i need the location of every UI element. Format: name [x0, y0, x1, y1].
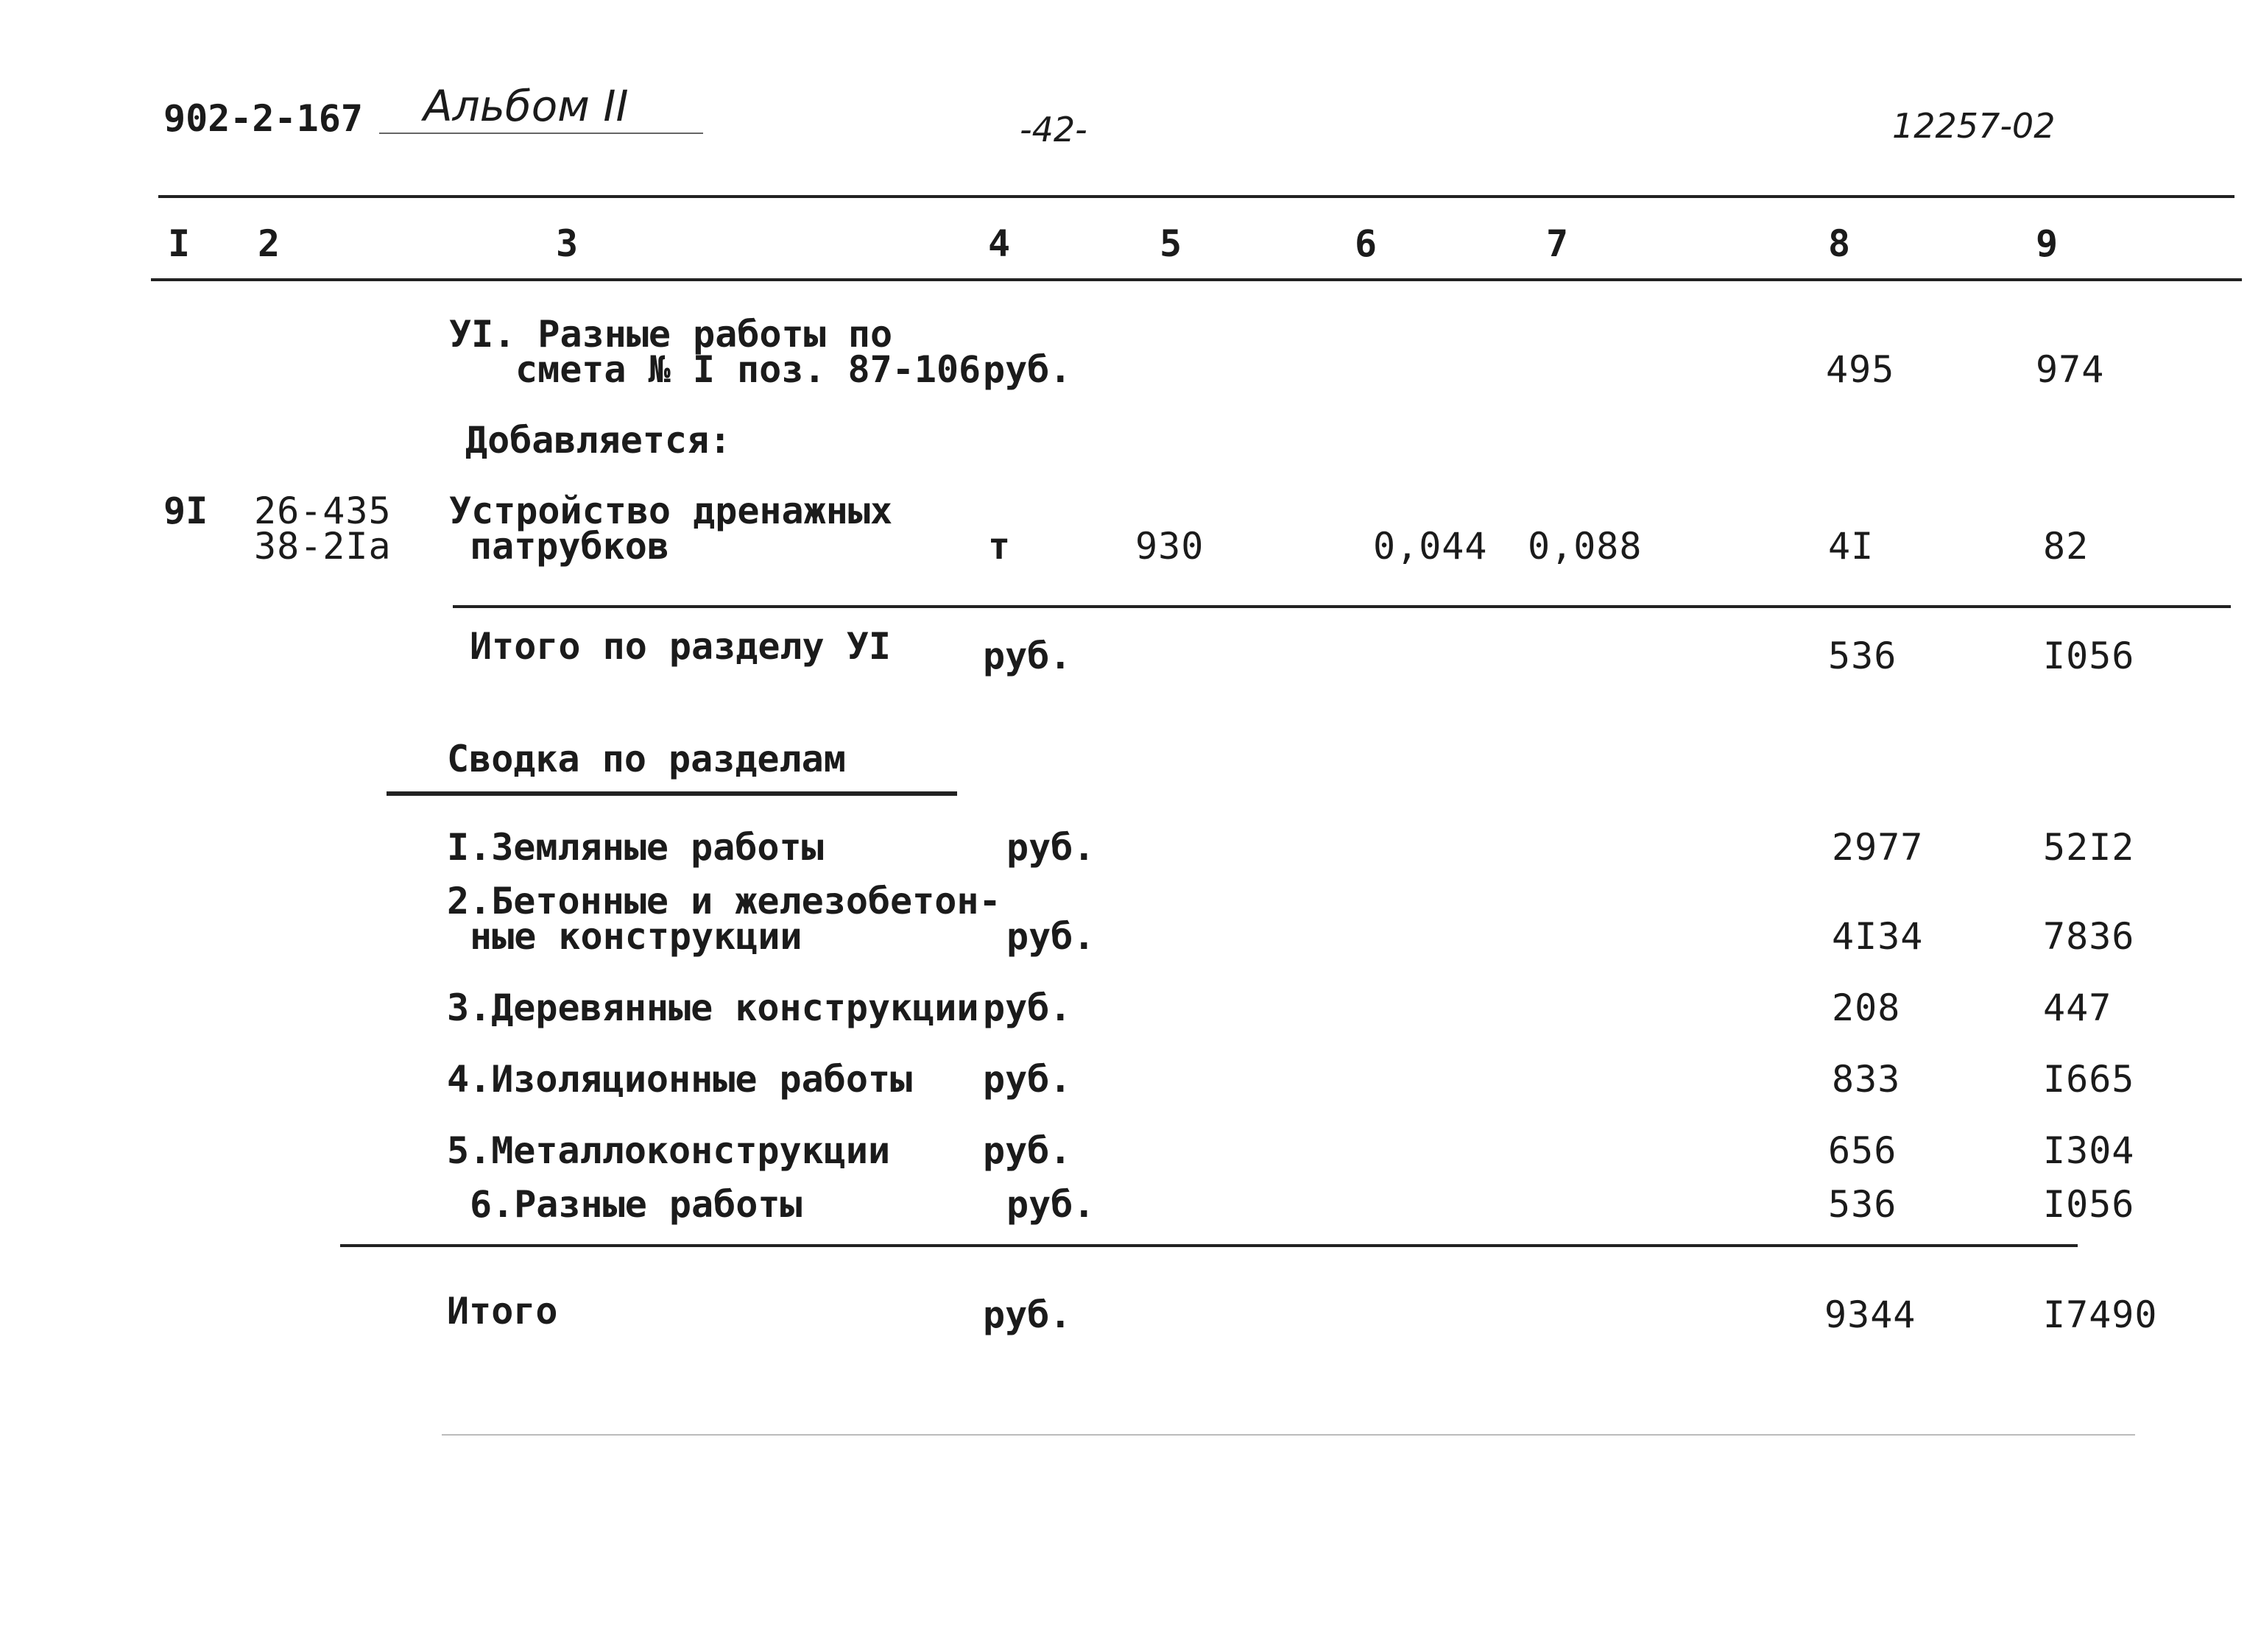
- summary-row-3-unit: руб.: [983, 986, 1072, 1029]
- total-label: Итого: [447, 1290, 558, 1332]
- item-code-2: 38-2Iа: [254, 525, 392, 568]
- item-divider: [453, 605, 2231, 608]
- summary-row-4-unit: руб.: [983, 1058, 1072, 1101]
- summary-row-2-name-line2: ные конструкции: [470, 915, 803, 958]
- section-unit: руб.: [983, 348, 1072, 391]
- project-code: 902-2-167: [163, 97, 363, 140]
- summary-title-underline: [387, 791, 957, 796]
- summary-row-1-col9: 52I2: [2043, 826, 2135, 869]
- column-header-2: 2: [258, 222, 281, 265]
- summary-row-1-name: I.Земляные работы: [447, 826, 824, 869]
- item-name-line1: Устройство дренажных: [449, 490, 893, 532]
- section-title-line1: УI. Разные работы по: [449, 313, 893, 356]
- item-name-line2: патрубков: [470, 525, 669, 568]
- item-col6: 0,044: [1373, 525, 1488, 568]
- column-header-8: 8: [1828, 222, 1851, 265]
- item-col5: 930: [1135, 525, 1204, 568]
- column-header-1: I: [168, 222, 191, 265]
- column-header-rule: [151, 278, 2242, 281]
- summary-row-6-col8: 536: [1828, 1183, 1897, 1226]
- added-label: Добавляется:: [465, 419, 732, 462]
- album-label: Альбом II: [423, 81, 629, 131]
- column-header-3: 3: [556, 222, 579, 265]
- subtotal-unit: руб.: [983, 635, 1072, 677]
- summary-divider: [340, 1244, 2078, 1247]
- item-number: 9I: [163, 490, 208, 532]
- page-number: -42-: [1020, 110, 1087, 149]
- summary-row-2-col8: 4I34: [1832, 915, 1924, 958]
- summary-row-4-name: 4.Изоляционные работы: [447, 1058, 913, 1101]
- item-col7: 0,088: [1528, 525, 1643, 568]
- total-col8: 9344: [1824, 1293, 1916, 1336]
- summary-title: Сводка по разделам: [447, 738, 846, 780]
- summary-row-2-col9: 7836: [2043, 915, 2135, 958]
- summary-row-6-col9: I056: [2043, 1183, 2135, 1226]
- summary-row-3-col8: 208: [1832, 986, 1901, 1029]
- column-header-4: 4: [988, 222, 1011, 265]
- column-header-5: 5: [1160, 222, 1182, 265]
- table-top-rule: [158, 195, 2234, 198]
- subtotal-label: Итого по разделу УI: [470, 625, 891, 668]
- subtotal-col8: 536: [1828, 635, 1897, 677]
- section-col8: 495: [1826, 348, 1895, 391]
- column-header-9: 9: [2036, 222, 2059, 265]
- summary-row-5-unit: руб.: [983, 1129, 1072, 1172]
- summary-row-2-unit: руб.: [1006, 915, 1096, 958]
- total-unit: руб.: [983, 1293, 1072, 1336]
- summary-row-6-unit: руб.: [1006, 1183, 1096, 1226]
- summary-row-5-col9: I304: [2043, 1129, 2135, 1172]
- column-header-7: 7: [1546, 222, 1569, 265]
- item-col8: 4I: [1828, 525, 1874, 568]
- item-unit: т: [988, 525, 1011, 568]
- item-code-1: 26-435: [254, 490, 392, 532]
- summary-row-5-col8: 656: [1828, 1129, 1897, 1172]
- summary-row-4-col9: I665: [2043, 1058, 2135, 1101]
- column-header-6: 6: [1355, 222, 1378, 265]
- summary-row-6-name: 6.Разные работы: [470, 1183, 803, 1226]
- section-title-line2: смета № I поз. 87-106: [515, 348, 981, 391]
- summary-row-1-col8: 2977: [1832, 826, 1924, 869]
- summary-row-2-name-line1: 2.Бетонные и железобетон-: [447, 880, 1001, 922]
- total-col9: I7490: [2043, 1293, 2158, 1336]
- summary-row-1-unit: руб.: [1006, 826, 1096, 869]
- document-number: 12257-02: [1892, 106, 2056, 146]
- album-underline: [379, 133, 703, 134]
- section-col9: 974: [2036, 348, 2105, 391]
- summary-row-3-col9: 447: [2043, 986, 2112, 1029]
- scan-noise-line: [442, 1434, 2135, 1436]
- summary-row-4-col8: 833: [1832, 1058, 1901, 1101]
- subtotal-col9: I056: [2043, 635, 2135, 677]
- summary-row-5-name: 5.Металлоконструкции: [447, 1129, 891, 1172]
- summary-row-3-name: 3.Деревянные конструкции: [447, 986, 979, 1029]
- item-col9: 82: [2043, 525, 2089, 568]
